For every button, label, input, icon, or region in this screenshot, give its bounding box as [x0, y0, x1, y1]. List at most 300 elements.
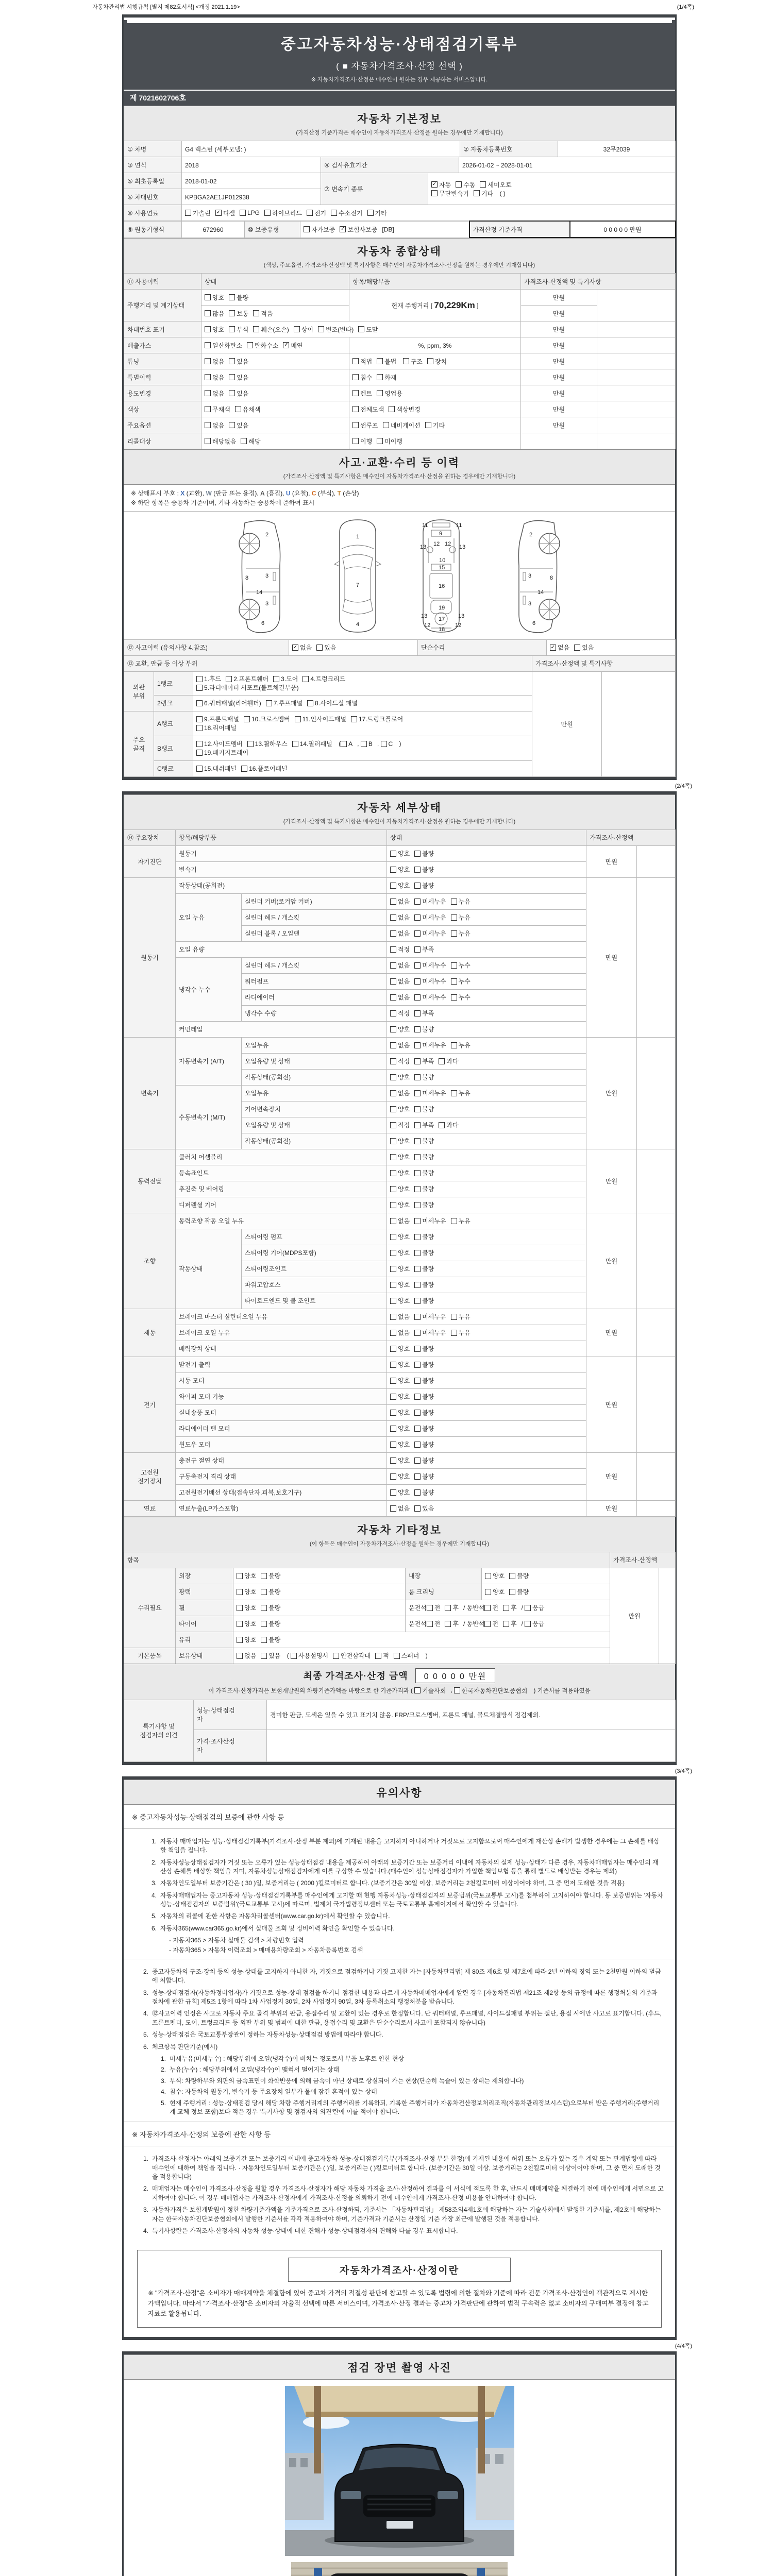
- cell-text: 만원: [552, 310, 565, 317]
- checkbox-네비게이션[interactable]: [383, 421, 421, 430]
- section-accident-history: [124, 449, 675, 485]
- checkbox-불량[interactable]: [414, 1232, 434, 1241]
- checkbox-누유[interactable]: [451, 897, 470, 906]
- checkbox-label: 보통: [237, 310, 249, 317]
- table-row: [124, 1452, 676, 1468]
- checkbox-미세누유[interactable]: [414, 1328, 446, 1337]
- checkbox-무단변속기[interactable]: [431, 189, 469, 198]
- checkbox-누유[interactable]: [451, 1041, 470, 1049]
- checkbox-미세누유[interactable]: [414, 929, 446, 938]
- checkbox-양호[interactable]: [390, 1105, 410, 1113]
- checkbox-10.크로스멤버[interactable]: [244, 715, 290, 723]
- cell: [124, 1149, 176, 1213]
- checkbox-과다[interactable]: [439, 1121, 458, 1129]
- checkbox-없음[interactable]: [205, 421, 224, 430]
- checkbox-미세누수[interactable]: [414, 961, 446, 970]
- checkbox-보험사보증[interactable]: [340, 225, 377, 234]
- checkbox-불량[interactable]: [414, 1360, 434, 1369]
- checkbox-불량[interactable]: [414, 1280, 434, 1289]
- checkbox-label: 수동: [463, 181, 476, 189]
- checkbox-양호[interactable]: [390, 1488, 410, 1497]
- checkbox-후[interactable]: [503, 1619, 517, 1628]
- checkbox-누유[interactable]: [451, 1089, 470, 1097]
- checkbox-렌트[interactable]: [352, 389, 372, 398]
- checkbox-부식[interactable]: [229, 325, 248, 334]
- checkbox-부족[interactable]: [414, 1121, 434, 1129]
- checkbox-장치[interactable]: [427, 357, 447, 366]
- checkbox-LPG[interactable]: [240, 209, 260, 216]
- cell: [201, 306, 349, 321]
- checkbox-16.플로어패널[interactable]: [241, 764, 288, 773]
- checkbox-불량[interactable]: [414, 1424, 434, 1433]
- checkbox-있음[interactable]: [316, 643, 336, 652]
- checkbox-불량[interactable]: [414, 1344, 434, 1353]
- text: (: [285, 1652, 291, 1659]
- checkbox-양호[interactable]: [390, 1392, 410, 1401]
- checkbox-미세누수[interactable]: [414, 993, 446, 1002]
- checkbox-자동[interactable]: [431, 180, 451, 189]
- checkbox-label: 자동: [439, 181, 451, 189]
- cell: [193, 695, 532, 711]
- checkbox-icon: [383, 422, 389, 428]
- checkbox-14.필러패널[interactable]: [292, 739, 332, 748]
- checkbox-B[interactable]: [361, 740, 373, 748]
- checkbox-양호[interactable]: [390, 1472, 410, 1481]
- checkbox-label: 없음: [398, 1313, 410, 1321]
- checkbox-침수[interactable]: [352, 373, 372, 382]
- checkbox-17.트렁크플로어[interactable]: [351, 715, 403, 723]
- checkbox-상이[interactable]: [294, 325, 313, 334]
- checkbox-양호[interactable]: [390, 1280, 410, 1289]
- checkbox-있음[interactable]: [574, 643, 594, 652]
- checkbox-없음[interactable]: [390, 1041, 410, 1049]
- cell: [387, 1436, 586, 1452]
- checkbox-양호[interactable]: [390, 1137, 410, 1145]
- cell: [387, 1309, 586, 1325]
- checkbox-과다[interactable]: [439, 1057, 458, 1065]
- checkbox-후[interactable]: [503, 1603, 517, 1612]
- checkbox-양호[interactable]: [390, 1408, 410, 1417]
- checkbox-있음[interactable]: [229, 373, 248, 382]
- checkbox-변조(변타)[interactable]: [318, 325, 354, 334]
- checkbox-양호[interactable]: [237, 1603, 256, 1612]
- checkbox-없음[interactable]: [390, 993, 410, 1002]
- checkbox-하이브리드[interactable]: [264, 209, 302, 217]
- checkbox-불량[interactable]: [414, 1264, 434, 1273]
- checkbox-icon: [414, 978, 421, 985]
- checkbox-불량[interactable]: [229, 293, 248, 302]
- checkbox-불량[interactable]: [414, 1025, 434, 1033]
- checkbox-전[interactable]: [484, 1619, 498, 1628]
- checkbox-불량[interactable]: [509, 1571, 529, 1580]
- checkbox-전[interactable]: [484, 1603, 498, 1612]
- checkbox-수동[interactable]: [456, 180, 475, 189]
- checkbox-불량[interactable]: [261, 1635, 280, 1644]
- checkbox-불량[interactable]: [414, 1073, 434, 1081]
- checkbox-label: 적음: [261, 310, 273, 317]
- checkbox-label: 부족: [422, 1122, 434, 1129]
- checkbox-영업용[interactable]: [377, 389, 402, 398]
- checkbox-없음[interactable]: [292, 643, 312, 652]
- cell: [387, 893, 586, 909]
- cell: [289, 639, 418, 655]
- cell-text: 오일누유: [245, 1042, 269, 1049]
- checkbox-적정[interactable]: [390, 945, 410, 954]
- checkbox-응급[interactable]: [525, 1619, 544, 1628]
- cell-text: 차대번호 표기: [127, 326, 165, 333]
- checkbox-label: 양호: [493, 1588, 505, 1596]
- checkbox-누수[interactable]: [451, 961, 470, 970]
- checkbox-적법[interactable]: [352, 357, 372, 366]
- checkbox-icon: [241, 766, 247, 772]
- checkbox-없음[interactable]: [390, 1089, 410, 1097]
- text: 성능·상태점검: [197, 1707, 235, 1715]
- checkbox-있음[interactable]: [414, 1504, 434, 1513]
- cell-text: 경미한 판금, 도색은 있을 수 있고 표기치 않음. FRP/크로스멤버, 프론트 패널, 볼트체결방식 점검제외.: [270, 1711, 541, 1719]
- checkbox-없음[interactable]: [390, 1216, 410, 1225]
- checkbox-불량[interactable]: [414, 881, 434, 890]
- checkbox-미세누유[interactable]: [414, 1089, 446, 1097]
- checkbox-양호[interactable]: [390, 1296, 410, 1305]
- checkbox-구조[interactable]: [403, 357, 423, 366]
- checkbox-누수[interactable]: [451, 993, 470, 1002]
- checkbox-없음[interactable]: [390, 929, 410, 938]
- checkbox-불량[interactable]: [414, 849, 434, 858]
- cell: [233, 1648, 610, 1664]
- checkbox-불량[interactable]: [414, 1105, 434, 1113]
- cell-text: 주행거리 및 계기상태: [127, 302, 184, 309]
- checkbox-label: 양호: [212, 294, 225, 301]
- svg-text:1: 1: [356, 533, 360, 540]
- checkbox-도말[interactable]: [358, 325, 378, 334]
- checkbox-양호[interactable]: [237, 1587, 256, 1596]
- checkbox-양호[interactable]: [390, 1168, 410, 1177]
- checkbox-label: 불량: [422, 1425, 434, 1433]
- checkbox-양호[interactable]: [390, 1344, 410, 1353]
- checkbox-icon: [414, 994, 421, 1001]
- checkbox-label: 없음: [212, 374, 225, 381]
- checkbox-무채색[interactable]: [205, 405, 230, 414]
- checkbox-label: 누유: [458, 1090, 470, 1097]
- checkbox-적정[interactable]: [390, 1121, 410, 1129]
- checkbox-불량[interactable]: [414, 1137, 434, 1145]
- checkbox-없음[interactable]: [550, 643, 569, 652]
- checkbox-양호[interactable]: [390, 881, 410, 890]
- checkbox-1.후드[interactable]: [196, 674, 221, 683]
- cell: [176, 1500, 387, 1516]
- checkbox-19.패키지트레이[interactable]: [196, 748, 248, 757]
- checkbox-있음[interactable]: [261, 1651, 280, 1660]
- checkbox-누수[interactable]: [451, 977, 470, 986]
- checkbox-label: 응급: [532, 1620, 545, 1628]
- checkbox-label: 있음: [324, 644, 337, 652]
- notice-list-1: [124, 1829, 675, 1959]
- checkbox-양호[interactable]: [390, 1073, 410, 1081]
- checkbox-양호[interactable]: [237, 1619, 256, 1628]
- checkbox-11.인사이드패널[interactable]: [295, 715, 346, 723]
- checkbox-label: 미세누수: [422, 962, 446, 970]
- cell: [521, 385, 597, 401]
- checkbox-양호[interactable]: [390, 1360, 410, 1369]
- checkbox-미세누유[interactable]: [414, 1041, 446, 1049]
- checkbox-기타[interactable]: [367, 209, 387, 217]
- cell: [233, 1584, 406, 1600]
- checkbox-유채색[interactable]: [235, 405, 261, 414]
- checkbox-훼손(오손)[interactable]: [253, 325, 289, 334]
- checkbox-불량[interactable]: [414, 1296, 434, 1305]
- checkbox-양호[interactable]: [390, 1200, 410, 1209]
- checkbox-불량[interactable]: [414, 1440, 434, 1449]
- checkbox-없음[interactable]: [390, 977, 410, 986]
- checkbox-icon: [381, 741, 387, 747]
- checkbox-15.대쉬패널[interactable]: [196, 764, 237, 773]
- cell: [242, 1117, 387, 1133]
- checkbox-안전삼각대[interactable]: [333, 1651, 371, 1660]
- checkbox-자가보증[interactable]: [304, 225, 335, 234]
- checkbox-불량[interactable]: [509, 1587, 529, 1596]
- checkbox-양호[interactable]: [390, 849, 410, 858]
- checkbox-양호[interactable]: [205, 325, 224, 334]
- checkbox-불량[interactable]: [414, 1456, 434, 1465]
- checkbox-label: 불량: [268, 1604, 281, 1612]
- cell: [245, 221, 300, 238]
- checkbox-누유[interactable]: [451, 1312, 470, 1321]
- cell-text: 가격조사·산정액: [590, 834, 634, 842]
- cell: [176, 1309, 387, 1325]
- cell-text: 만원: [552, 326, 565, 333]
- checkbox-매연[interactable]: [283, 341, 303, 350]
- checkbox-후[interactable]: [445, 1603, 459, 1612]
- checkbox-색상변경[interactable]: [389, 405, 420, 414]
- checkbox-있음[interactable]: [229, 421, 248, 430]
- cell-text: 변속기: [179, 866, 197, 874]
- checkbox-label: 양호: [398, 1297, 410, 1305]
- checkbox-5.라디에이터 서포트(볼트체결부품)[interactable]: [196, 683, 299, 692]
- checkbox-없음[interactable]: [390, 897, 410, 906]
- checkbox-가솔린[interactable]: [185, 209, 211, 217]
- checkbox-양호[interactable]: [485, 1587, 505, 1596]
- checkbox-양호[interactable]: [390, 1153, 410, 1161]
- checkbox-6.쿼터패널(리어휀더)[interactable]: [196, 699, 261, 707]
- checkbox-누유[interactable]: [451, 913, 470, 922]
- checkbox-불량[interactable]: [414, 1408, 434, 1417]
- checkbox-icon: [414, 1074, 421, 1080]
- cell-text: 연료: [143, 1505, 156, 1513]
- checkbox-양호[interactable]: [237, 1571, 256, 1580]
- checkbox-불량[interactable]: [414, 1376, 434, 1385]
- checkbox-양호[interactable]: [390, 1376, 410, 1385]
- checkbox-일산화탄소[interactable]: [205, 341, 242, 350]
- checkbox-적정[interactable]: [390, 1009, 410, 1018]
- checkbox-7.루프패널[interactable]: [266, 699, 303, 707]
- checkbox-불량[interactable]: [414, 1168, 434, 1177]
- cell: [521, 321, 597, 337]
- checkbox-불량[interactable]: [414, 1153, 434, 1161]
- cell-text: 상태: [205, 278, 217, 285]
- cell-text: 윈도우 모터: [179, 1441, 211, 1449]
- checkbox-양호[interactable]: [237, 1635, 256, 1644]
- checkbox-미세누유[interactable]: [414, 1216, 446, 1225]
- checkbox-부족[interactable]: [414, 1057, 434, 1065]
- checkbox-불량[interactable]: [414, 1472, 434, 1481]
- cell: [124, 1700, 194, 1761]
- svg-text:18: 18: [439, 626, 445, 633]
- checkbox-양호[interactable]: [390, 865, 410, 874]
- checkbox-양호[interactable]: [390, 1184, 410, 1193]
- checkbox-전[interactable]: [427, 1619, 441, 1628]
- checkbox-한국자동차진단보증협회[interactable]: [454, 1686, 528, 1695]
- checkbox-해당없음[interactable]: [205, 437, 236, 446]
- notice-subitem: - 자동차365 > 자동차 실매물 검색 > 차량번호 입력: [169, 1937, 304, 1944]
- checkbox-해당[interactable]: [241, 437, 260, 446]
- notice-subitem: 4. 침수: 자동차의 원동기, 변속기 등 주요장치 일부가 물에 잠긴 흔적이 있는 상태: [160, 2088, 377, 2096]
- checkbox-누유[interactable]: [451, 929, 470, 938]
- cell: [124, 221, 182, 238]
- checkbox-누유[interactable]: [451, 1216, 470, 1225]
- checkbox-미세누수[interactable]: [414, 977, 446, 986]
- checkbox-양호[interactable]: [485, 1571, 505, 1580]
- checkbox-부족[interactable]: [414, 945, 434, 954]
- checkbox-없음[interactable]: [390, 913, 410, 922]
- checkbox-불량[interactable]: [261, 1571, 280, 1580]
- checkbox-전[interactable]: [427, 1603, 441, 1612]
- cell: [387, 1021, 586, 1037]
- checkbox-불량[interactable]: [414, 1488, 434, 1497]
- checkbox-미이행[interactable]: [377, 437, 402, 446]
- checkbox-양호[interactable]: [390, 1456, 410, 1465]
- checkbox-C[interactable]: [381, 740, 393, 748]
- checkbox-잭[interactable]: [375, 1651, 389, 1660]
- checkbox-응급[interactable]: [525, 1603, 544, 1612]
- checkbox-세미오토[interactable]: [480, 180, 511, 189]
- checkbox-스패너[interactable]: [394, 1651, 419, 1660]
- checkbox-전체도색[interactable]: [352, 405, 384, 414]
- text: ): [397, 740, 401, 748]
- checkbox-후[interactable]: [445, 1619, 459, 1628]
- checkbox-icon: [352, 438, 359, 444]
- cell-text: 가격조사·산정액 및 특기사항: [524, 278, 601, 285]
- checkbox-없음[interactable]: [390, 961, 410, 970]
- checkbox-13.휠하우스[interactable]: [247, 739, 288, 748]
- checkbox-있음[interactable]: [229, 357, 248, 366]
- checkbox-불량[interactable]: [261, 1619, 280, 1628]
- checkbox-없음[interactable]: [205, 389, 224, 398]
- checkbox-탄화수소[interactable]: [247, 341, 278, 350]
- checkbox-label: 무채색: [212, 405, 230, 413]
- checkbox-8.사이드실 패널[interactable]: [307, 699, 358, 707]
- checkbox-적음[interactable]: [253, 309, 273, 318]
- checkbox-불량[interactable]: [261, 1587, 280, 1596]
- checkbox-9.프론트패널[interactable]: [196, 715, 239, 723]
- checkbox-양호[interactable]: [390, 1424, 410, 1433]
- checkbox-icon: [307, 700, 313, 706]
- checkbox-label: 응급: [532, 1604, 545, 1612]
- detail-state-table: [124, 829, 675, 1517]
- checkbox-label: 5.라디에이터 서포트(볼트체결부품): [204, 684, 299, 692]
- checkbox-없음[interactable]: [237, 1651, 256, 1660]
- special-notes-table: [124, 1700, 675, 1762]
- checkbox-없음[interactable]: [390, 1328, 410, 1337]
- cell: [201, 337, 349, 353]
- checkbox-양호[interactable]: [390, 1264, 410, 1273]
- checkbox-미세누유[interactable]: [414, 897, 446, 906]
- checkbox-양호[interactable]: [390, 1248, 410, 1257]
- cell: [242, 893, 387, 909]
- checkbox-12.사이드멤버[interactable]: [196, 739, 243, 748]
- checkbox-없음[interactable]: [205, 373, 224, 382]
- checkbox-기타[interactable]: [474, 189, 493, 198]
- checkbox-화재[interactable]: [377, 373, 396, 382]
- checkbox-불법[interactable]: [377, 357, 396, 366]
- checkbox-label: 누수: [458, 962, 470, 970]
- checkbox-미세누유[interactable]: [414, 1312, 446, 1321]
- cell: [233, 1632, 610, 1648]
- checkbox-불량[interactable]: [414, 1200, 434, 1209]
- checkbox-양호[interactable]: [390, 1025, 410, 1033]
- checkbox-불량[interactable]: [414, 1248, 434, 1257]
- checkbox-없음[interactable]: [205, 357, 224, 366]
- checkbox-A[interactable]: [341, 740, 352, 748]
- cell: [176, 1632, 233, 1648]
- text: 70,229Km: [434, 300, 475, 310]
- checkbox-부족[interactable]: [414, 1009, 434, 1018]
- checkbox-icon: [390, 1154, 396, 1160]
- checkbox-불량[interactable]: [414, 865, 434, 874]
- checkbox-불량[interactable]: [261, 1603, 280, 1612]
- checkbox-수소전기[interactable]: [331, 209, 362, 217]
- checkbox-icon: [451, 930, 457, 937]
- cell: [469, 221, 570, 238]
- checkbox-많음[interactable]: [205, 309, 224, 318]
- checkbox-4.트렁크리드[interactable]: [303, 674, 345, 683]
- checkbox-양호[interactable]: [390, 1440, 410, 1449]
- table-row: [124, 205, 676, 221]
- cell: [176, 1420, 387, 1436]
- page1-block: [122, 14, 677, 780]
- checkbox-미세누유[interactable]: [414, 913, 446, 922]
- checkbox-디젤[interactable]: [215, 209, 235, 217]
- checkbox-썬루프[interactable]: [352, 421, 378, 430]
- text: /: [521, 1620, 525, 1628]
- checkbox-18.리어패널[interactable]: [196, 723, 237, 732]
- checkbox-불량[interactable]: [414, 1392, 434, 1401]
- checkbox-전기[interactable]: [307, 209, 326, 217]
- checkbox-기술사회[interactable]: [414, 1686, 446, 1695]
- checkbox-3.도어[interactable]: [273, 674, 298, 683]
- checkbox-icon: [247, 342, 253, 348]
- checkbox-사용설명서[interactable]: [291, 1651, 328, 1660]
- checkbox-불량[interactable]: [414, 1184, 434, 1193]
- checkbox-양호[interactable]: [390, 1232, 410, 1241]
- checkbox-보통[interactable]: [229, 309, 248, 318]
- checkbox-icon: [414, 914, 421, 921]
- checkbox-양호[interactable]: [205, 293, 224, 302]
- svg-text:10: 10: [439, 557, 446, 564]
- basic6-table: [124, 221, 676, 238]
- cell: [176, 1037, 242, 1085]
- checkbox-2.프론트휀더[interactable]: [226, 674, 268, 683]
- checkbox-없음[interactable]: [390, 1504, 410, 1513]
- cell-text: 브레이크 마스터 실린더오일 누유: [179, 1313, 268, 1321]
- checkbox-있음[interactable]: [229, 389, 248, 398]
- checkbox-기타[interactable]: [425, 421, 445, 430]
- checkbox-없음[interactable]: [390, 1312, 410, 1321]
- checkbox-이행[interactable]: [352, 437, 372, 446]
- checkbox-icon: [451, 1314, 457, 1320]
- checkbox-label: 없음: [300, 644, 312, 652]
- checkbox-누유[interactable]: [451, 1328, 470, 1337]
- checkbox-적정[interactable]: [390, 1057, 410, 1065]
